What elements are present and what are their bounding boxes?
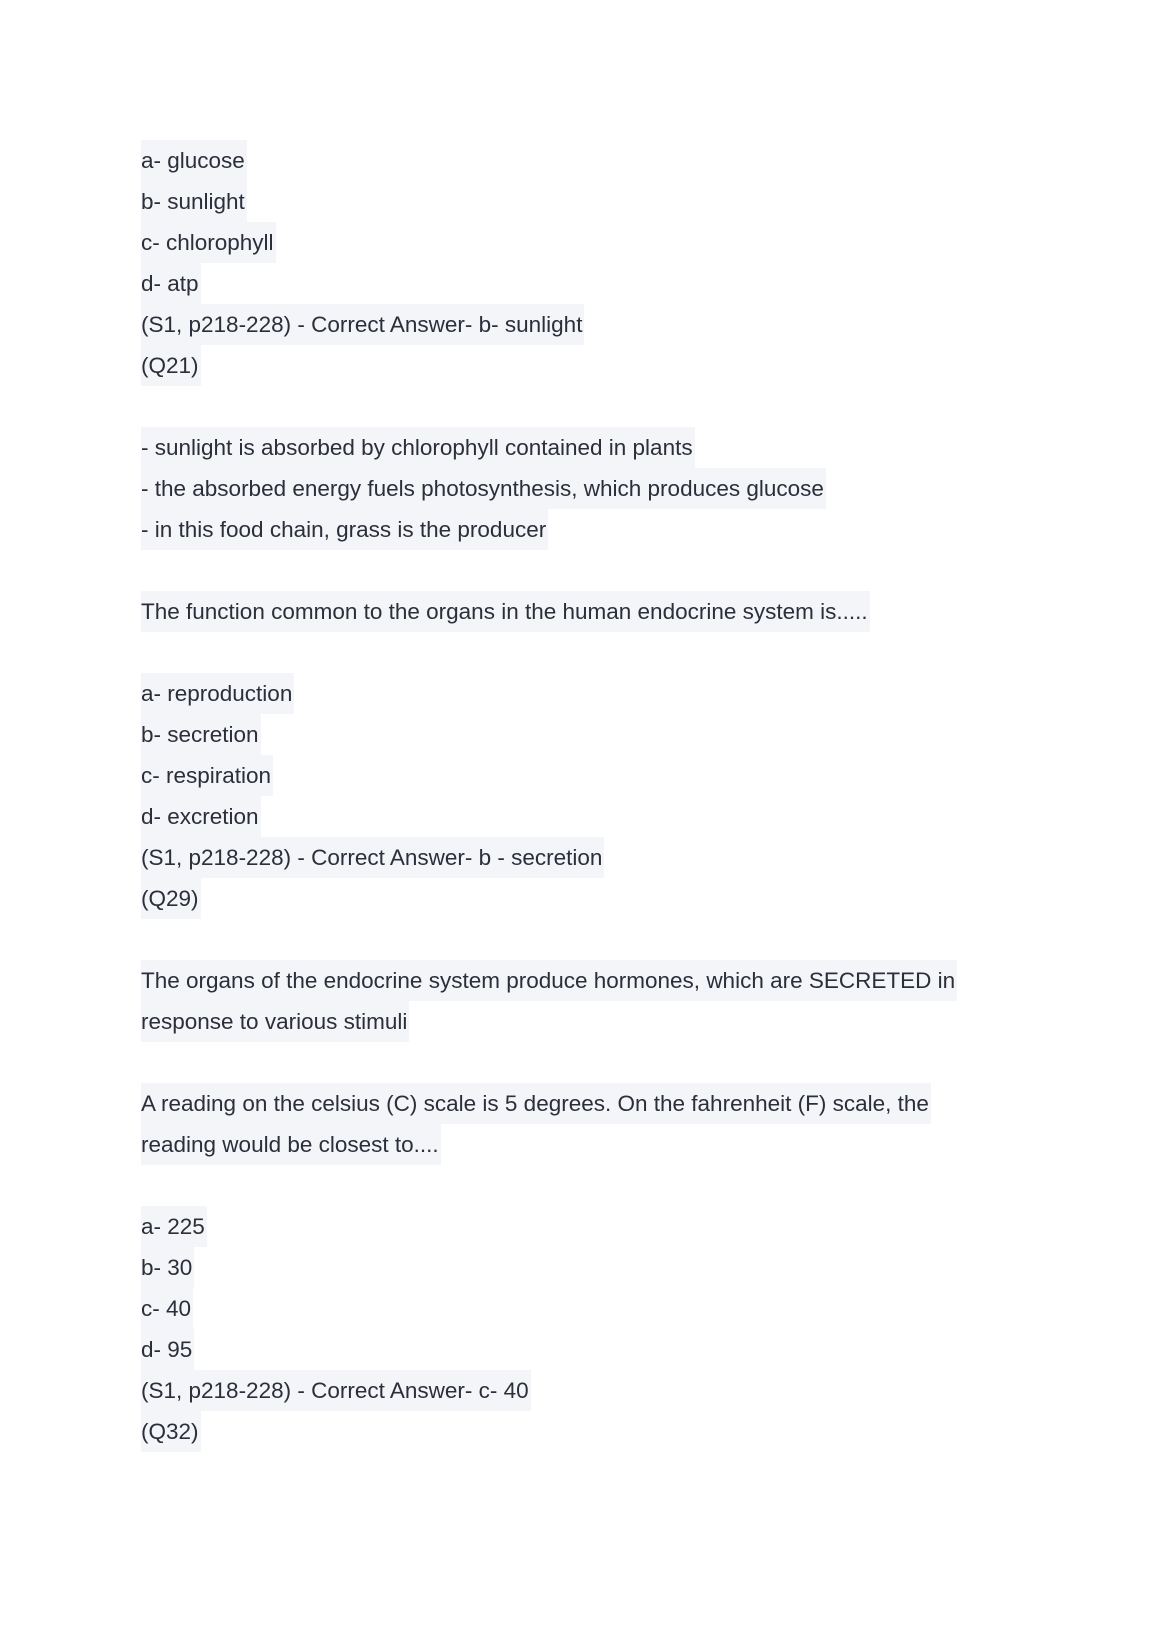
spacer: [141, 919, 1021, 960]
option-line: a- reproduction: [141, 673, 1021, 714]
option-line: a- 225: [141, 1206, 1021, 1247]
document-content: [141, 140, 1021, 1452]
option-line: a- glucose: [141, 140, 1021, 181]
option-line: b- 30: [141, 1247, 1021, 1288]
answer-line: (S1, p218-228) - Correct Answer- b - secretion: [141, 837, 1021, 878]
option-line: d- 95: [141, 1329, 1021, 1370]
question-ref: (Q32): [141, 1411, 1021, 1452]
question-text: reading would be closest to....: [141, 1124, 1021, 1165]
question-text: A reading on the celsius (C) scale is 5 degrees. On the fahrenheit (F) scale, the: [141, 1083, 1021, 1124]
answer-line: (S1, p218-228) - Correct Answer- c- 40: [141, 1370, 1021, 1411]
spacer: [141, 1042, 1021, 1083]
answer-line: (S1, p218-228) - Correct Answer- b- sunlight: [141, 304, 1021, 345]
explanation-line: response to various stimuli: [141, 1001, 1021, 1042]
option-line: b- secretion: [141, 714, 1021, 755]
question-text: The function common to the organs in the human endocrine system is.....: [141, 591, 1021, 632]
option-line: d- excretion: [141, 796, 1021, 837]
option-line: c- 40: [141, 1288, 1021, 1329]
question-ref: (Q21): [141, 345, 1021, 386]
explanation-line: - the absorbed energy fuels photosynthesis, which produces glucose: [141, 468, 1021, 509]
spacer: [141, 632, 1021, 673]
option-line: b- sunlight: [141, 181, 1021, 222]
option-line: c- respiration: [141, 755, 1021, 796]
spacer: [141, 550, 1021, 591]
explanation-line: - in this food chain, grass is the producer: [141, 509, 1021, 550]
spacer: [141, 386, 1021, 427]
question-ref: (Q29): [141, 878, 1021, 919]
option-line: c- chlorophyll: [141, 222, 1021, 263]
spacer: [141, 1165, 1021, 1206]
option-line: d- atp: [141, 263, 1021, 304]
explanation-line: - sunlight is absorbed by chlorophyll contained in plants: [141, 427, 1021, 468]
explanation-line: The organs of the endocrine system produce hormones, which are SECRETED in: [141, 960, 1021, 1001]
